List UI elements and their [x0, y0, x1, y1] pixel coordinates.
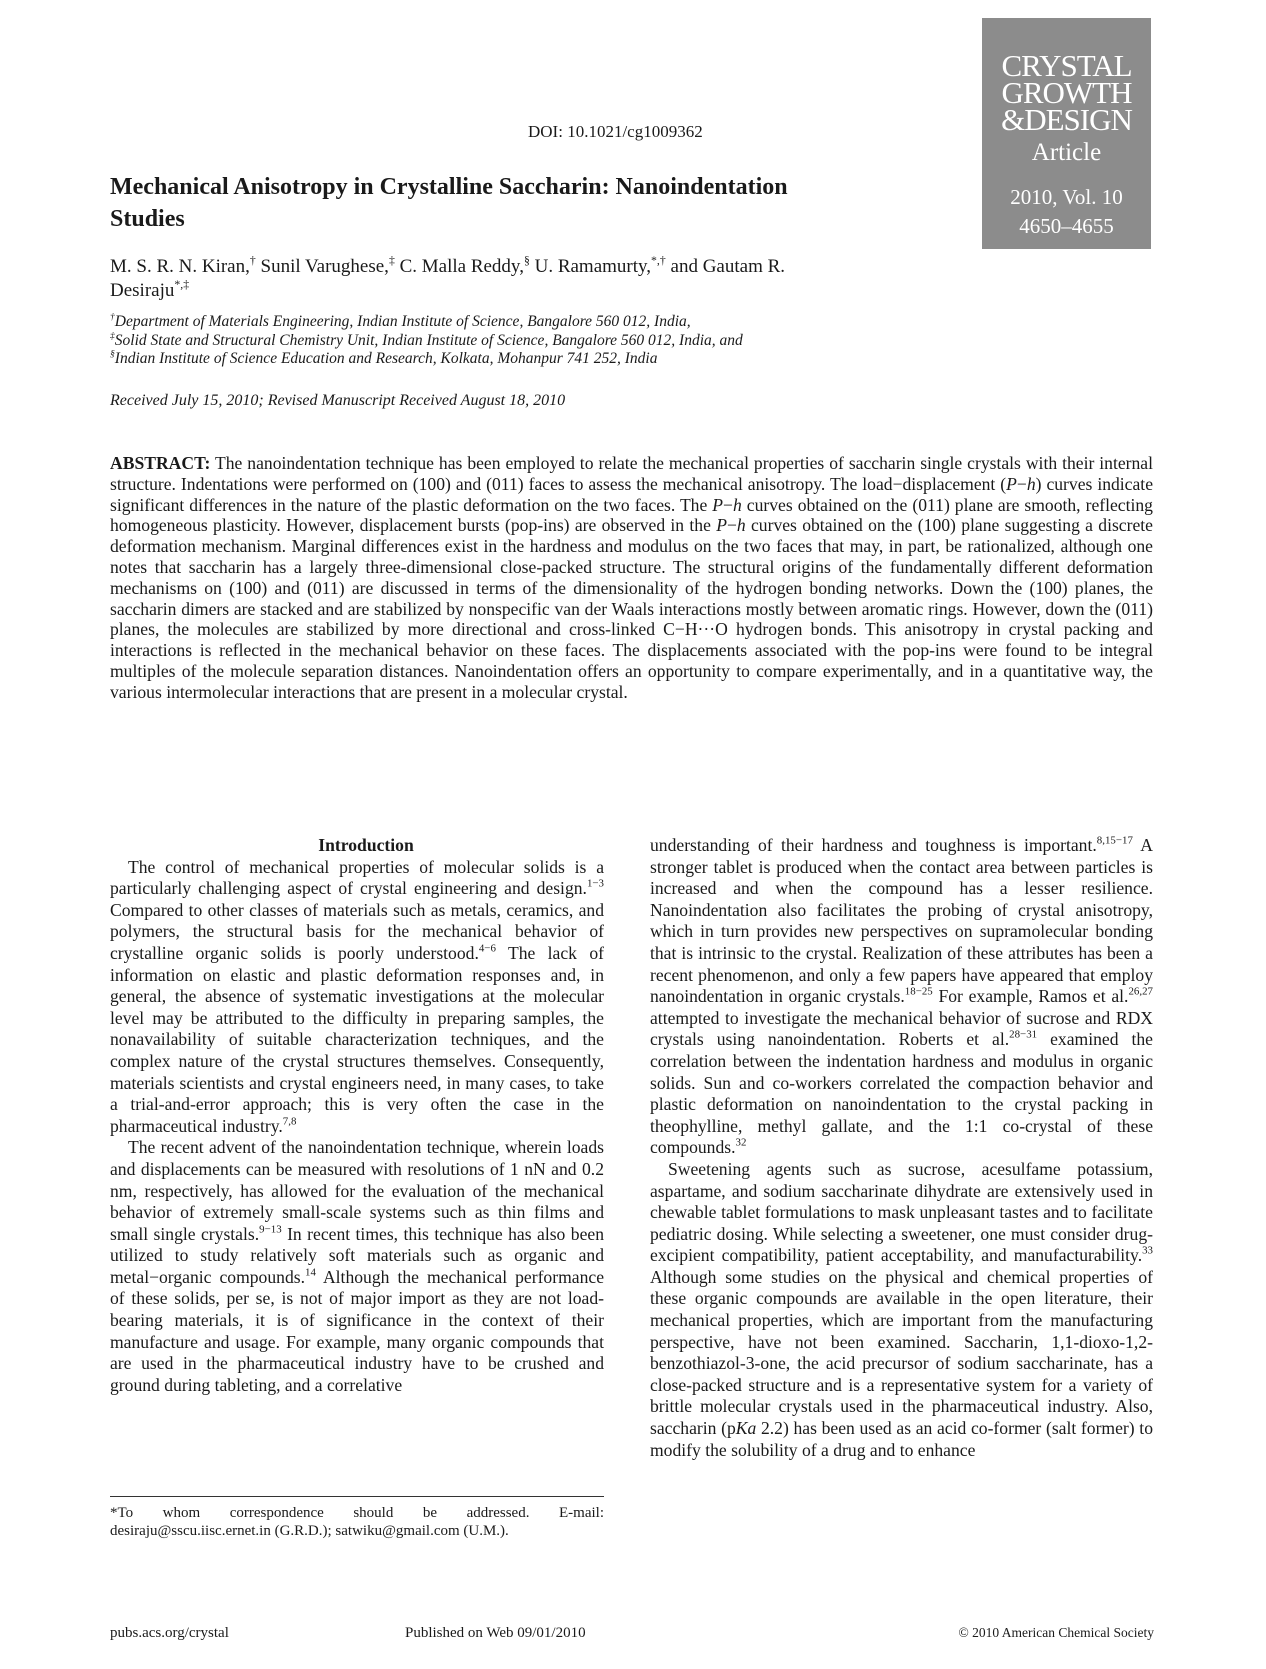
footer-published-date: Published on Web 09/01/2010	[405, 1625, 586, 1641]
article-type: Article	[1031, 139, 1102, 166]
affiliations	[110, 313, 930, 369]
affiliation: †Department of Materials Engineering, Indian Institute of Science, Bangalore 560 012, India,	[110, 311, 691, 330]
abstract-label: ABSTRACT:	[110, 453, 211, 473]
body-column-right	[650, 835, 1153, 1461]
affiliation: ‡Solid State and Structural Chemistry Unit, Indian Institute of Science, Bangalore 560 012, India, and	[110, 329, 743, 349]
footnote-rule	[110, 1496, 604, 1497]
paper-title: Mechanical Anisotropy in Crystalline Saccharin: Nanoindentation Studies	[110, 174, 788, 232]
paragraph: The control of mechanical properties of molecular solids is a particularly challenging aspect of crystal engineering and design.$^{1-3}$ Compared to other classes of materials such as metals, ceramics, and polymers, the structural basis for the mechanical behavior of crystalline organic solids is poorly understood.$^{4-6}$ The lack of information on elastic and plastic deformation responses and, in general, the absence of systematic investigations at the molecular level may be attributed to the difficulty in preparing samples, the nonavailability of suitable characterization techniques, and the complex nature of the crystal structures themselves. Consequently, materials scientists and crystal engineers need, in many cases, to take a trial-and-error approach; this is very often the case in the pharmaceutical industry.$^{7,8}$	[110, 856, 604, 1136]
paragraph: The recent advent of the nanoindentation technique, wherein loads and displacements can be measured with resolutions of 1 nN and 0.2 nm, respectively, has allowed for the evaluation of the mechanical behavior of extremely small-scale systems such as thin films and small single crystals.$^{9-13}$ In recent times, this technique has also been utilized to study relatively soft materials such as organic and metal−organic compounds.$^{14}$ Although the mechanical performance of these solids, per se, is not of major import as they are not load-bearing materials, it is of significance in the context of their manufacture and usage. For example, many organic compounds that are used in the pharmaceutical industry have to be crushed and ground during tableting, and a correlative	[110, 1137, 605, 1395]
journal-masthead	[982, 18, 1151, 249]
paragraph: Sweetening agents such as sucrose, acesulfame potassium, aspartame, and sodium saccharinate dihydrate are extensively used in chewable tablet formulations to mask unpleasant tastes and to facilitate pediatric dosing. While selecting a sweetener, one must consider drug-excipient compatibility, patient acceptability, and manufacturability.$^{33}$ Although some studies on the physical and chemical properties of these organic compounds are available in the open literature, their mechanical properties, which are important from the manufacturing perspective, have not been examined. Saccharin, 1,1-dioxo-1,2-benzothiazol-3-one, the acid precursor of sodium saccharinate, has a close-packed structure and is a representative system for a variety of brittle molecular crystals used in the pharmaceutical industry. Also, saccharin (pKa 2.2) has been used as an acid co-former (salt former) to modify the solubility of a drug and to enhance	[650, 1158, 1153, 1460]
journal-name: CRYSTAL GROWTH &DESIGN	[1001, 48, 1132, 137]
correspondence-footnote: *To whom correspondence should be addressed. E-mail: desiraju@sscu.iisc.ernet.in (G.R.D.); satwiku@gmail.com (U.M.).	[110, 1505, 604, 1539]
affiliation: §Indian Institute of Science Education and Research, Kolkata, Mohanpur 741 252, India	[110, 348, 658, 367]
paragraph: understanding of their hardness and toughness is important.$^{8,15-17}$ A stronger tablet is produced when the contact area between particles is increased and when the compound has a lesser resilience. Nanoindentation also facilitates the probing of crystal anisotropy, which in turn provides new perspectives on supramolecular bonding that is intrinsic to the crystal. Realization of these attributes has been a recent phenomenon, and only a few papers have appeared that employ nanoindentation in organic crystals.$^{18-25}$ For example, Ramos et al.$^{26,27}$ attempted to investigate the mechanical behavior of sucrose and RDX crystals using nanoindentation. Roberts et al.$^{28-31}$ examined the correlation between the indentation hardness and modulus in organic solids. Sun and co-workers correlated the compaction behavior and plastic deformation on nanoindentation to the crystal packing in theophylline, methyl gallate, and the 1:1 co-crystal of these compounds.$^{32}$	[650, 834, 1153, 1158]
abstract: ABSTRACT: The nanoindentation technique has been employed to relate the mechanical properties of saccharin single crystals with their internal structure. Indentations were performed on (100) and (011) faces to assess the mechanical anisotropy. The load−displacement (P−h) curves indicate significant differences in the nature of the plastic deformation on the two faces. The P−h curves obtained on the (011) plane are smooth, reflecting homogeneous plasticity. However, displacement bursts (pop-ins) are observed in the P−h curves obtained on the (100) plane suggesting a discrete deformation mechanism. Marginal differences exist in the hardness and modulus on the two faces that may, in part, be rationalized, although one notes that saccharin has a largely three-dimensional close-packed structure. The structural origins of the fundamentally different deformation mechanisms on (100) and (011) are discussed in terms of the dimensionality of the hydrogen bonding networks. Down the (100) planes, the saccharin dimers are stacked and are stabilized by nonspecific van der Waals interactions mostly between aromatic rings. However, down the (011) planes, the molecules are stabilized by more directional and cross-linked C−H···O hydrogen bonds. This anisotropy in crystal packing and interactions is reflected in the mechanical behavior on these faces. The displacements associated with the pop-ins were found to be integral multiples of the molecule separation distances. Nanoindentation offers an opportunity to compare experimentally, and in a quantitative way, the various intermolecular interactions that are present in a molecular crystal.	[110, 453, 1154, 702]
body-column-left	[110, 835, 604, 1396]
footer-copyright: © 2010 American Chemical Society	[958, 1625, 1154, 1640]
footer-journal-url[interactable]: pubs.acs.org/crystal	[110, 1625, 229, 1641]
section-heading: Introduction	[318, 835, 414, 855]
author-list: M. S. R. N. Kiran,† Sunil Varughese,‡ C. Malla Reddy,§ U. Ramamurty,*,† and Gautam R. Desiraju*,‡	[110, 253, 786, 301]
doi[interactable]: DOI: 10.1021/cg1009362	[528, 122, 703, 141]
received-dates: Received July 15, 2010; Revised Manuscript Received August 18, 2010	[110, 392, 566, 409]
volume-info: 2010, Vol. 10 4650–4655	[1010, 185, 1123, 238]
